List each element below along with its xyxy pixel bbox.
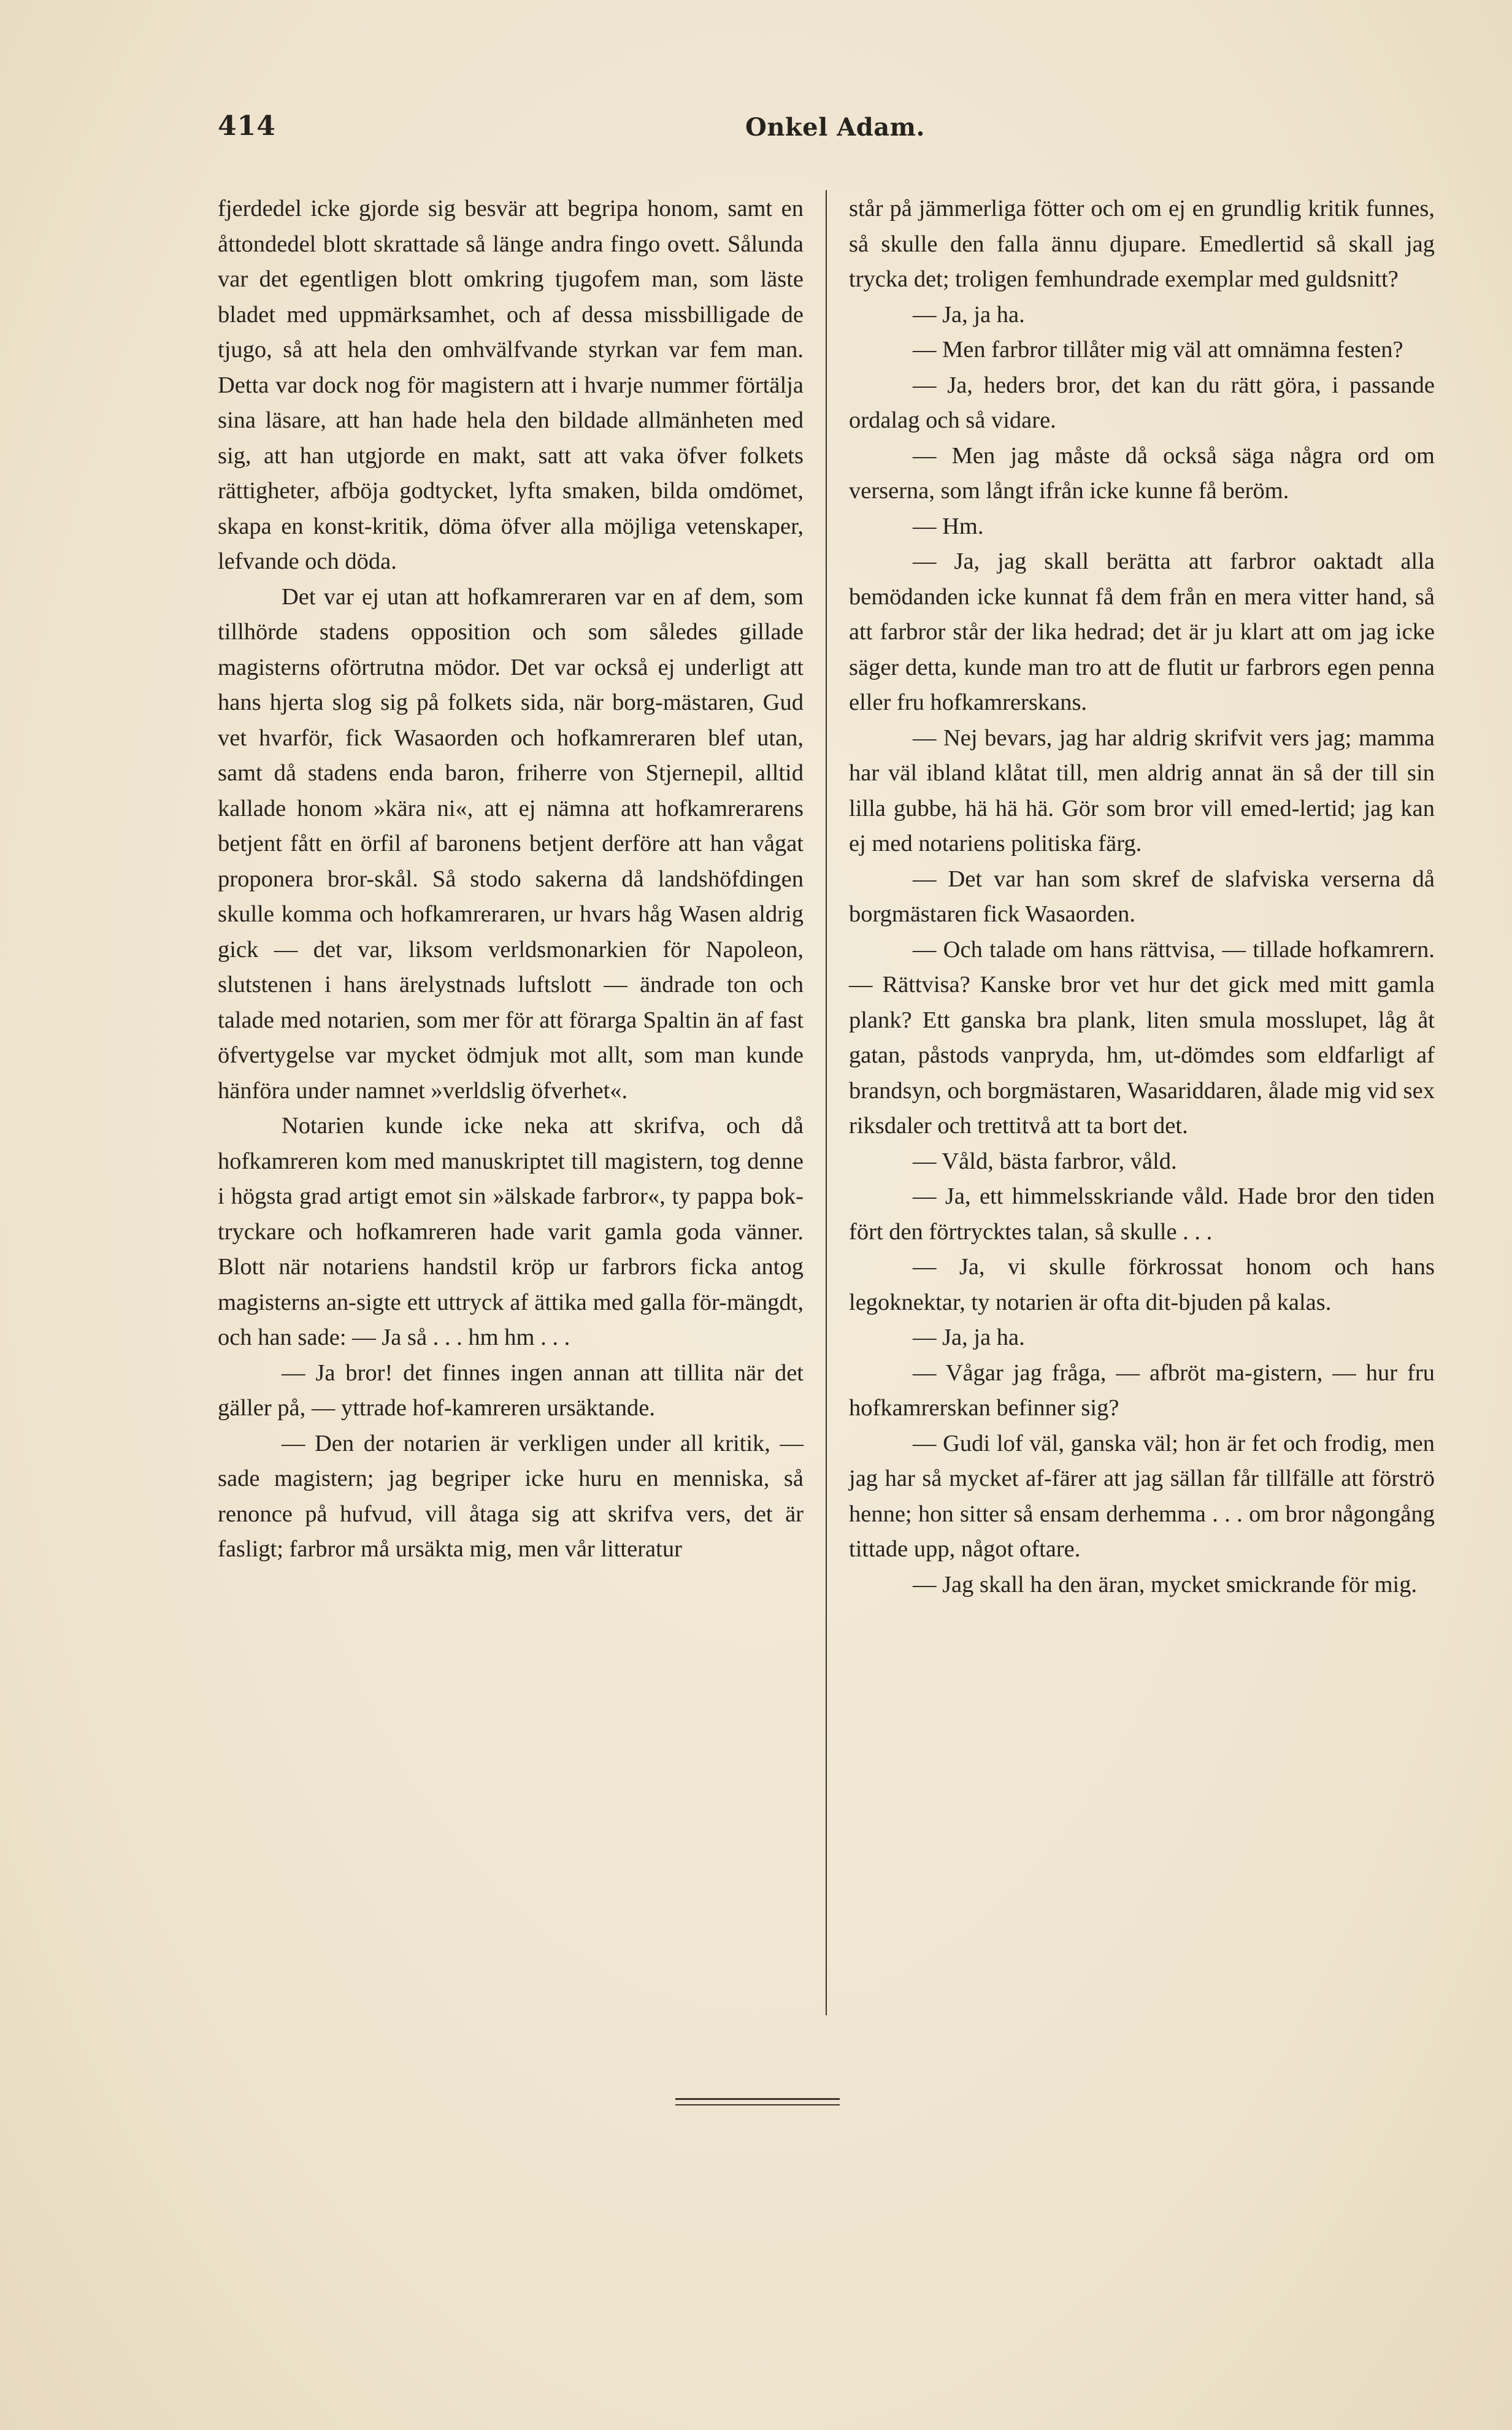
right-text-column [849, 191, 1435, 1602]
paragraph: — Ja, vi skulle förkrossat honom och hans legoknektar, ty notarien är ofta dit-bjuden på kalas. [849, 1254, 1435, 1315]
paragraph: — Det var han som skref de slafviska verserna då borgmästaren fick Wasaorden. [849, 866, 1435, 927]
column-divider [826, 190, 827, 2015]
paragraph: Det var ej utan att hofkamreraren var en af dem, som tillhörde stadens opposition och som således gillade magisterns oförtrutna mödor. Det var också ej underligt att hans hjerta slog sig på folkets sida, när borg-mästaren, Gud vet hvarför, fick Wasaorden och hofkamreraren blef utan, samt då stadens enda baron, friherre von Stjernepil, alltid kallade honom »kära ni«, att ej nämna att hofkamrerarens betjent fått en örfil af baronens betjent derföre att han vågat proponera bror-skål. Så stodo sakerna då landshöfdingen skulle komma och hofkamreraren, ur hvars håg Wasen aldrig gick — det var, liksom verldsmonarkien för Napoleon, slutstenen i hans ärelystnads luftslott — ändrade ton och talade med notarien, som mer för att förarga Spaltin än af fast öfvertygelse var mycket ödmjuk mot allt, som man kunde hänföra under namnet »verldslig öfverhet«. [218, 583, 804, 1104]
paragraph: står på jämmerliga fötter och om ej en grundlig kritik funnes, så skulle den falla ännu djupare. Emedlertid så skall jag trycka det; troligen femhundrade exemplar med guldsnitt? [849, 196, 1435, 292]
paragraph: — Men farbror tillåter mig väl att omnämna festen? [912, 337, 1403, 363]
paragraph: — Ja bror! det finnes ingen annan att tillita när det gäller på, — yttrade hof-kamreren ursäktande. [218, 1359, 804, 1421]
paragraph: Notarien kunde icke neka att skrifva, och då hofkamreren kom med manuskriptet till magistern, tog denne i högsta grad artigt emot sin »älskade farbror«, ty pappa bok-tryckare och hofkamreren hade varit gamla goda vänner. Blott när notariens handstil kröp ur farbrors ficka antog magisterns an-sigte ett uttryck af ättika med galla för-mängdt, och han sade: — Ja så . . . hm hm . . . [218, 1113, 804, 1350]
paragraph: — Ja, jag skall berätta att farbror oaktadt alla bemödanden icke kunnat få dem från en mera vitter hand, så att farbror står der lika hedrad; det är ju klart att om jag icke säger detta, kunde man tro att de flutit ur farbrors egen penna eller fru hofkamrerskans. [849, 548, 1435, 715]
running-title: Onkel Adam. [745, 113, 925, 142]
paragraph: — Den der notarien är verkligen under all kritik, — sade magistern; jag begriper icke huru en menniska, så renonce på hufvud, vill åtaga sig att skrifva vers, det är fasligt; farbror må ursäkta mig, men vår litteratur [218, 1430, 804, 1562]
paragraph: — Ja, ja ha. [912, 301, 1025, 328]
paragraph: — Jag skall ha den äran, mycket smickrande för mig. [912, 1571, 1418, 1598]
section-end-rule [675, 2098, 840, 2100]
paragraph: — Gudi lof väl, ganska väl; hon är fet och frodig, men jag har så mycket af-färer att jag sällan får tillfälle att förströ henne; hon sitter så ensam derhemma . . . om bror någongång tittade upp, något oftare. [849, 1430, 1435, 1562]
paragraph: — Våld, bästa farbror, våld. [912, 1148, 1177, 1174]
paragraph: fjerdedel icke gjorde sig besvär att begripa honom, samt en åttondedel blott skrattade så länge andra fingo ovett. Sålunda var det egentligen blott omkring tjugofem man, som läste bladet med uppmärksamhet, och af dessa missbilligade de tjugo, så att hela den omhvälfvande styrkan var fem man. Detta var dock nog för magistern att i hvarje nummer förtälja sina läsare, att han hade hela den bildade allmänheten med sig, att han utgjorde en makt, satt att vaka öfver folkets rättigheter, afböja godtycket, lyfta smaken, bilda omdömet, skapa en konst-kritik, döma öfver alla möjliga vetenskaper, lefvande och döda. [218, 196, 804, 574]
paragraph: — Ja, heders bror, det kan du rätt göra, i passande ordalag och så vidare. [849, 372, 1435, 433]
paragraph: — Ja, ja ha. [912, 1325, 1025, 1350]
paragraph: — Men jag måste då också säga några ord om verserna, som långt ifrån icke kunne få beröm. [849, 442, 1435, 504]
left-text-column [218, 191, 804, 1567]
paragraph: — Hm. [912, 513, 984, 539]
paragraph: — Vågar jag fråga, — afbröt ma-gistern, — hur fru hofkamrerskan befinner sig? [849, 1359, 1435, 1421]
section-end-rule [675, 2104, 840, 2105]
page-number: 414 [218, 110, 276, 142]
paragraph: — Nej bevars, jag har aldrig skrifvit vers jag; mamma har väl ibland klåtat till, men aldrig annat än så der till sin lilla gubbe, hä hä hä. Gör som bror vill emed-lertid; jag kan ej med notariens politiska färg. [849, 725, 1435, 856]
page-header [218, 110, 1438, 153]
paragraph: — Och talade om hans rättvisa, — tillade hofkamrern. — Rättvisa? Kanske bror vet hur det gick med mitt gamla plank? Ett ganska bra plank, liten smula mosslupet, låg åt gatan, påstods vanpryda, hm, ut-dömdes som eldfarligt af brandsyn, och borgmästaren, Wasariddaren, ålade mig vid sex riksdaler och trettitvå att ta bort det. [849, 936, 1435, 1139]
paragraph: — Ja, ett himmelsskriande våld. Hade bror den tiden fört den förtrycktes talan, så skulle . . . [849, 1183, 1435, 1245]
